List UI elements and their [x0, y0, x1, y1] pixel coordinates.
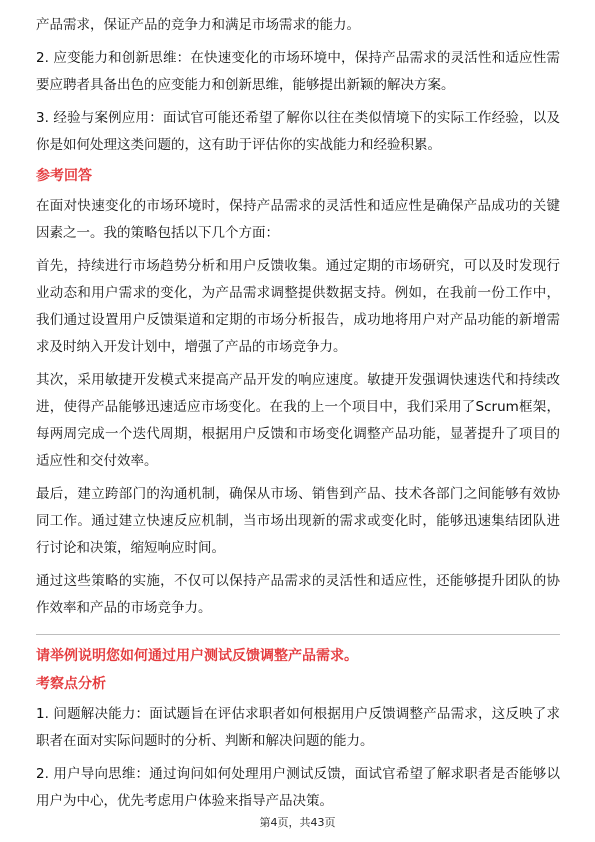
answer-heading: 参考回答: [36, 168, 92, 184]
analysis-paragraph: 2. 用户导向思维：通过询问如何处理用户测试反馈，面试官希望了解求职者是否能够以用户为中心，优先考虑用户体验来指导产品决策。: [36, 766, 560, 809]
body-paragraph: 2. 应变能力和创新思维：在快速变化的市场环境中，保持产品需求的灵活性和适应性需要应聘者具备出色的应变能力和创新思维，能够提出新颖的解决方案。: [36, 50, 560, 93]
analysis-heading: 考察点分析: [36, 676, 106, 692]
body-paragraph: 3. 经验与案例应用：面试官可能还希望了解你以往在类似情境下的实际工作经验，以及你是如何处理这类问题的，这有助于评估你的实战能力和经验积累。: [36, 110, 560, 153]
page-number-footer: 第4页，共43页: [259, 816, 336, 829]
question-title: 请举例说明您如何通过用户测试反馈调整产品需求。: [36, 648, 358, 664]
section-divider: [36, 634, 560, 635]
analysis-paragraph: 1. 问题解决能力：面试题旨在评估求职者如何根据用户反馈调整产品需求，这反映了求职者在面对实际问题时的分析、判断和解决问题的能力。: [36, 706, 560, 749]
answer-paragraph: 其次，采用敏捷开发模式来提高产品开发的响应速度。敏捷开发强调快速迭代和持续改进，使得产品能够迅速适应市场变化。在我的上一个项目中，我们采用了Scrum框架，每两周完成一个迭代周期，根据用户反馈和市场变化调整产品功能，显著提升了项目的适应性和交付效率。: [36, 372, 560, 469]
answer-paragraph: 最后，建立跨部门的沟通机制，确保从市场、销售到产品、技术各部门之间能够有效协同工作。通过建立快速反应机制，当市场出现新的需求或变化时，能够迅速集结团队进行讨论和决策，缩短响应时间。: [36, 486, 560, 556]
answer-paragraph: 首先，持续进行市场趋势分析和用户反馈收集。通过定期的市场研究，可以及时发现行业动态和用户需求的变化，为产品需求调整提供数据支持。例如，在我前一份工作中，我们通过设置用户反馈渠道和定期的市场分析报告，成功地将用户对产品功能的新增需求及时纳入开发计划中，增强了产品的市场竞争力。: [36, 258, 560, 355]
page-content: [36, 12, 560, 821]
answer-paragraph: 在面对快速变化的市场环境时，保持产品需求的灵活性和适应性是确保产品成功的关键因素之一。我的策略包括以下几个方面：: [36, 198, 560, 241]
body-paragraph: 产品需求，保证产品的竞争力和满足市场需求的能力。: [36, 17, 360, 33]
answer-paragraph: 通过这些策略的实施，不仅可以保持产品需求的灵活性和适应性，还能够提升团队的协作效率和产品的市场竞争力。: [36, 573, 560, 616]
